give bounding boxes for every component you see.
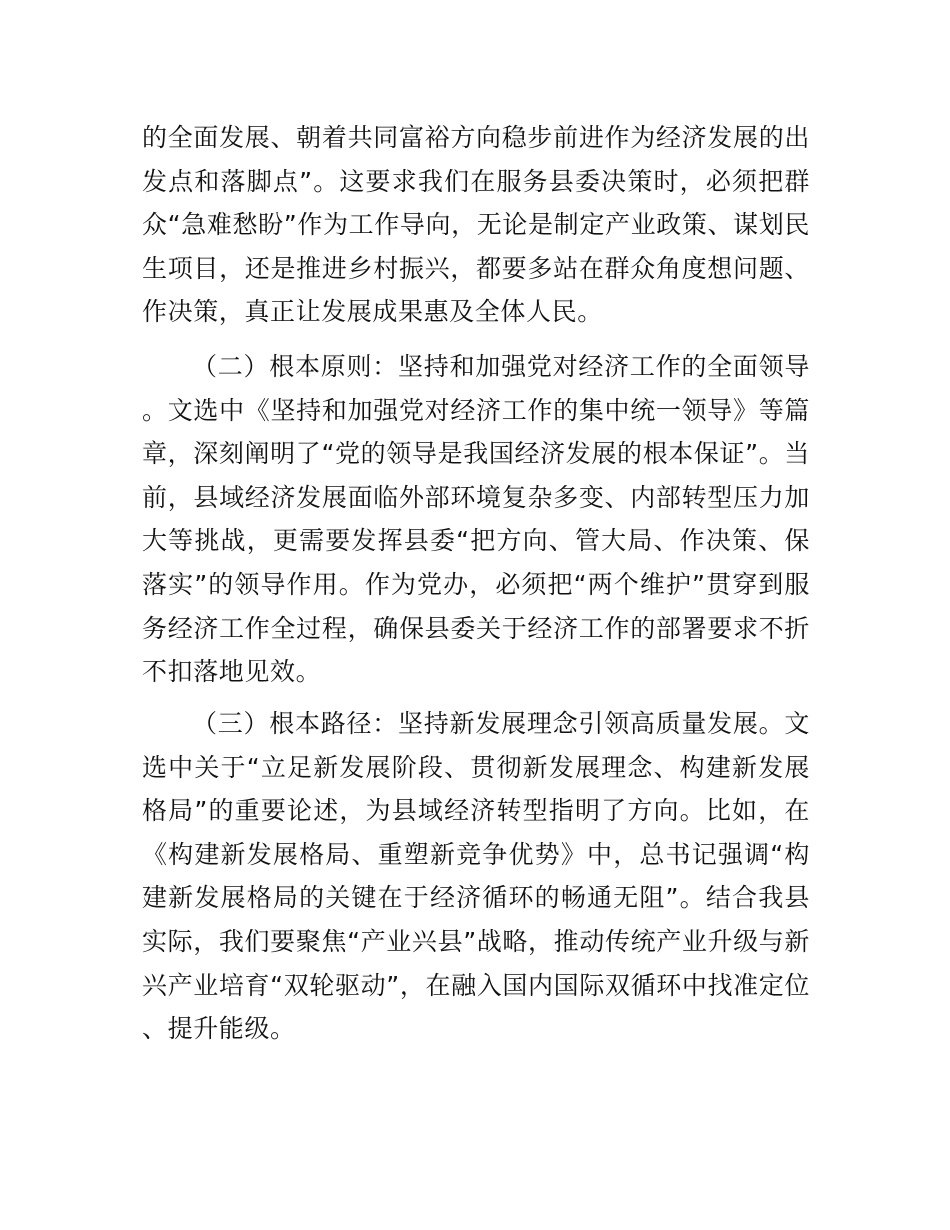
paragraph-people-centered: 的全面发展、朝着共同富裕方向稳步前进作为经济发展的出发点和落脚点”。这要求我们在服务县委决策时，必须把群众“急难愁盼”作为工作导向，无论是制定产业政策、谋划民生项目，还是推进乡村振兴，都要多站在群众角度想问题、作决策，真正让发展成果惠及全体人民。 — [142, 123, 810, 327]
paragraph-fundamental-principle: （二）根本原则：坚持和加强党对经济工作的全面领导。文选中《坚持和加强党对经济工作的集中统一领导》等篇章，深刻阐明了“党的领导是我国经济发展的根本保证”。当前，县域经济发展面临外部环境复杂多变、内部转型压力加大等挑战，更需要发挥县委“把方向、管大局、作决策、保落实”的领导作用。作为党办，必须把“两个维护”贯穿到服务经济工作全过程，确保县委关于经济工作的部署要求不折不扣落地见效。 — [142, 352, 810, 687]
paragraph-fundamental-path: （三）根本路径：坚持新发展理念引领高质量发展。文选中关于“立足新发展阶段、贯彻新发展理念、构建新发展格局”的重要论述，为县域经济转型指明了方向。比如，在《构建新发展格局、重塑新竞争优势》中，总书记强调“构建新发展格局的关键在于经济循环的畅通无阻”。结合我县实际，我们要聚焦“产业兴县”战略，推动传统产业升级与新兴产业培育“双轮驱动”，在融入国内国际双循环中找准定位、提升能级。 — [142, 709, 810, 1044]
